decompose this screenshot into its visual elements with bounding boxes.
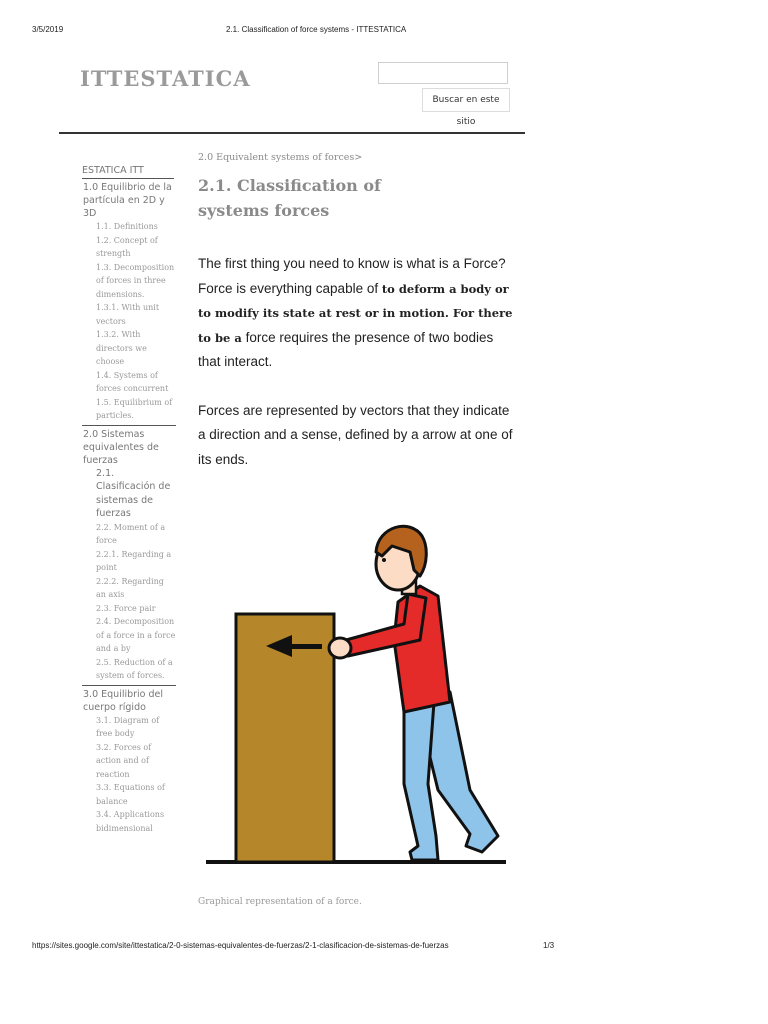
sidebar-item-2-2-2[interactable]: 2.2.2. Regarding an axis [96,576,164,599]
article-body [198,252,518,496]
sidebar-item-1-3[interactable]: 1.3. Decomposition of forces in three dimensions. [96,262,175,299]
search-input[interactable] [378,62,508,84]
text-force-bold: to deform a body or to modify its state at rest or in motion. For there to be a [198,281,513,345]
sidebar-item-1-3-1[interactable]: 1.3.1. With unit vectors [96,303,160,326]
sidebar-item-1-2[interactable]: 1.2. Concept of strength [96,235,158,258]
print-title: 2.1. Classification of force systems - ITTESTATICA [226,25,407,34]
sidebar-item-2-2[interactable]: 2.2. Moment of a force [96,522,166,545]
sidebar-group-title-1[interactable]: 1.0 Equilibrio de la partícula en 2D y 3D [83,182,172,219]
sidebar-group-title-2[interactable]: 2.0 Sistemas equivalentes de fuerzas [83,428,159,466]
text-force-interact: force requires the presence of two bodies that interact. [198,329,494,369]
page-title: 2.1. Classification of systems forces [198,176,381,220]
print-page-number: 1/3 [543,941,555,950]
sidebar-item-1-3-2[interactable]: 1.3.2. With directors we choose [96,330,147,366]
sidebar-group-3 [82,688,176,838]
paragraph-force-definition [198,252,518,375]
sidebar-item-2-3[interactable]: 2.3. Force pair [96,603,156,613]
sidebar-item-2-5[interactable]: 2.5. Reduction of a system of forces. [96,657,173,680]
sidebar-group-2 [82,428,176,686]
force-illustration [198,490,508,890]
sidebar-item-1-1[interactable]: 1.1. Definitions [96,222,158,231]
person-front-leg [404,702,438,860]
search-button[interactable]: Buscar en este sitio [422,88,510,112]
text-force-question: The first thing you need to know is what is a Force? Force is everything capable of [198,256,506,296]
site-title[interactable]: ITTESTATICA [80,66,251,91]
paragraph-vectors: Forces are represented by vectors that they indicate a direction and a sense, defined by a arrow at one of its ends. [198,402,513,467]
sidebar-group-title-3[interactable]: 3.0 Equilibrio del cuerpo rígido [83,688,164,713]
header-divider [59,132,525,134]
sidebar-nav [82,164,176,839]
sidebar-item-estatica-itt[interactable]: ESTATICA ITT [82,164,174,179]
sidebar-item-2-2-1[interactable]: 2.2.1. Regarding a point [96,549,172,572]
sidebar-item-2-1-current[interactable]: 2.1. Clasificación de sistemas de fuerzas [96,467,171,519]
sidebar-group-1 [82,181,176,426]
sidebar-item-1-4[interactable]: 1.4. Systems of forces concurrent [96,370,169,393]
sidebar-item-1-5[interactable]: 1.5. Equilibrium of particles. [96,397,173,420]
person-hand [329,638,351,658]
sidebar-item-2-4[interactable]: 2.4. Decomposition of a force in a force and a by [96,617,176,653]
sidebar-item-3-1[interactable]: 3.1. Diagram of free body [96,715,160,738]
print-date: 3/5/2019 [32,25,64,34]
sidebar-item-3-4[interactable]: 3.4. Applications bidimensional [96,810,165,833]
breadcrumb[interactable]: 2.0 Equivalent systems of forces> [198,152,363,163]
figure-caption: Graphical representation of a force. [198,897,362,907]
sidebar-item-3-3[interactable]: 3.3. Equations of balance [96,783,165,806]
sidebar-item-3-2[interactable]: 3.2. Forces of action and of reaction [96,742,152,779]
print-url: https://sites.google.com/site/ittestatica/2-0-sistemas-equivalentes-de-fuerzas/2-1-clasificacion-de-sistemas-de-fuerzas [32,941,449,950]
